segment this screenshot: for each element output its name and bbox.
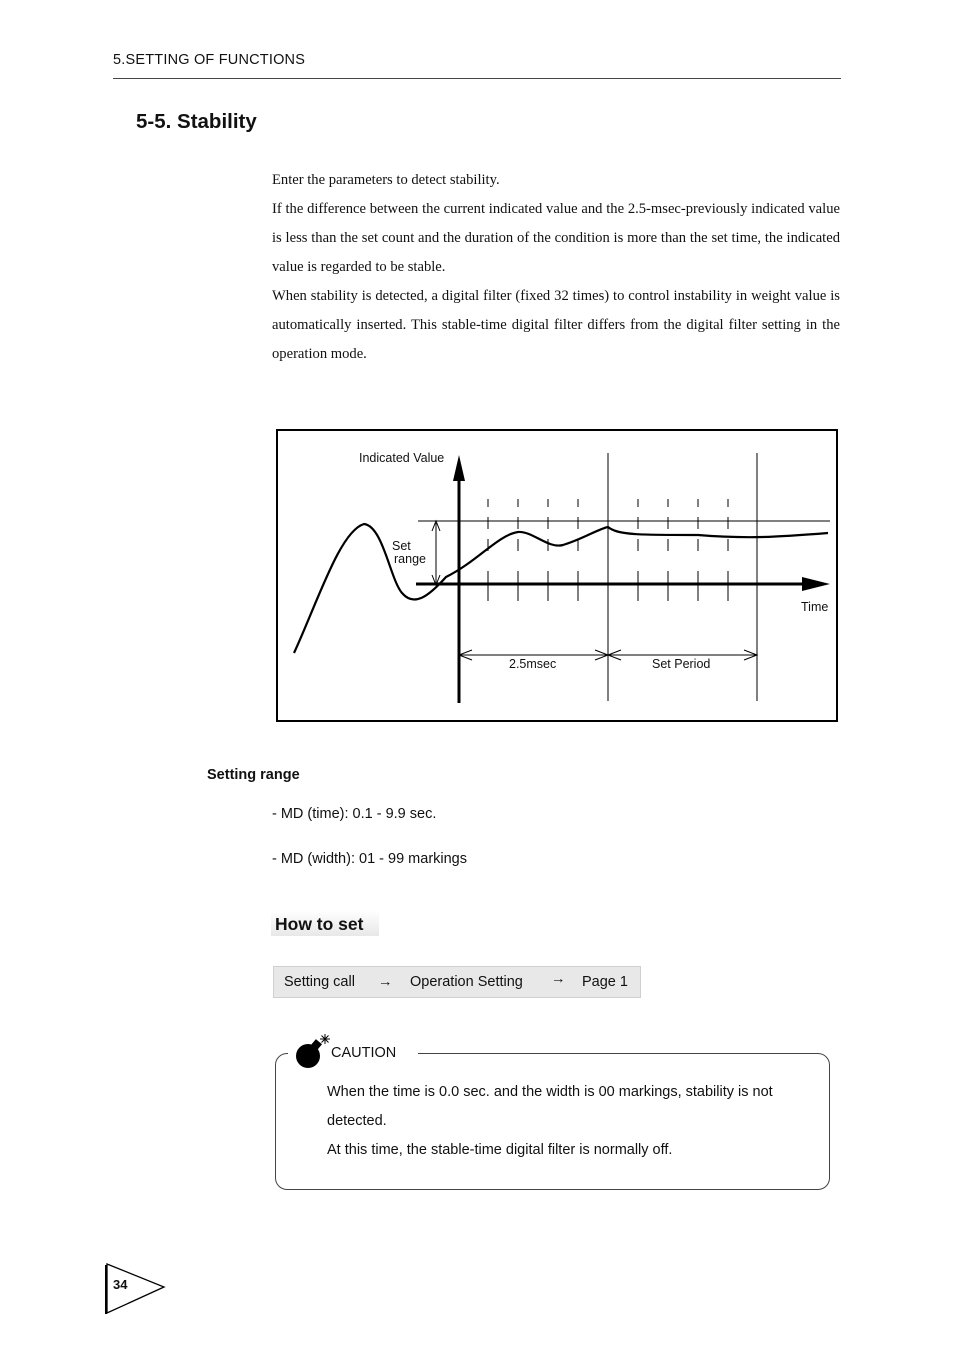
setting-path [273,966,641,998]
stability-diagram-graphic [278,431,835,719]
how-to-set-heading [271,910,379,936]
path-step-operation-setting: Operation Setting [410,974,523,990]
header-rule [113,78,841,79]
x-axis-label: Time [801,600,829,614]
path-step-setting-call: Setting call [284,974,355,990]
range-item-width: - MD (width): 01 - 99 markings [272,851,467,867]
path-step-page: Page 1 [582,974,628,990]
path-arrow-icon: → [378,974,393,990]
body-paragraph: Enter the parameters to detect stability. [272,172,500,188]
caution-line: At this time, the stable-time digital filter is normally off. [327,1142,673,1158]
running-header: 5.SETTING OF FUNCTIONS [113,52,306,68]
indicated-value-curve [294,524,828,653]
section-title: 5-5. Stability [136,110,257,133]
caution-text [327,1078,807,1165]
range-item-time: - MD (time): 0.1 - 9.9 sec. [272,806,437,822]
stability-diagram [276,429,838,722]
period-label: Set Period [652,657,711,671]
y-axis-label: Indicated Value [359,451,445,465]
set-range-arrow [432,521,440,585]
body-paragraph: When stability is detected, a digital filter (fixed 32 times) to control instability in weight value is automatically inserted. This stable-time digital filter differs from the digital filter setting in the operation mode. [272,288,840,362]
interval-label: 2.5msec [509,657,557,671]
body-text [272,166,840,369]
range-label: range [394,552,426,566]
value-axis-arrowhead [453,455,465,481]
page-number: 34 [113,1277,128,1292]
time-axis-arrowhead [802,577,830,591]
path-arrow-icon: → [551,971,566,987]
setting-range-title: Setting range [207,767,300,783]
how-to-set-title: How to set [275,914,364,934]
set-label: Set [392,539,411,553]
body-paragraph: If the difference between the current indicated value and the 2.5-msec-previously indicated value is less than the set count and the duration of the condition is more than the set time, the indicated value is regarded to be stable. [272,201,840,275]
caution-line: When the time is 0.0 sec. and the width is 00 markings, stability is not detected. [327,1084,773,1129]
caution-label: CAUTION [331,1045,402,1061]
